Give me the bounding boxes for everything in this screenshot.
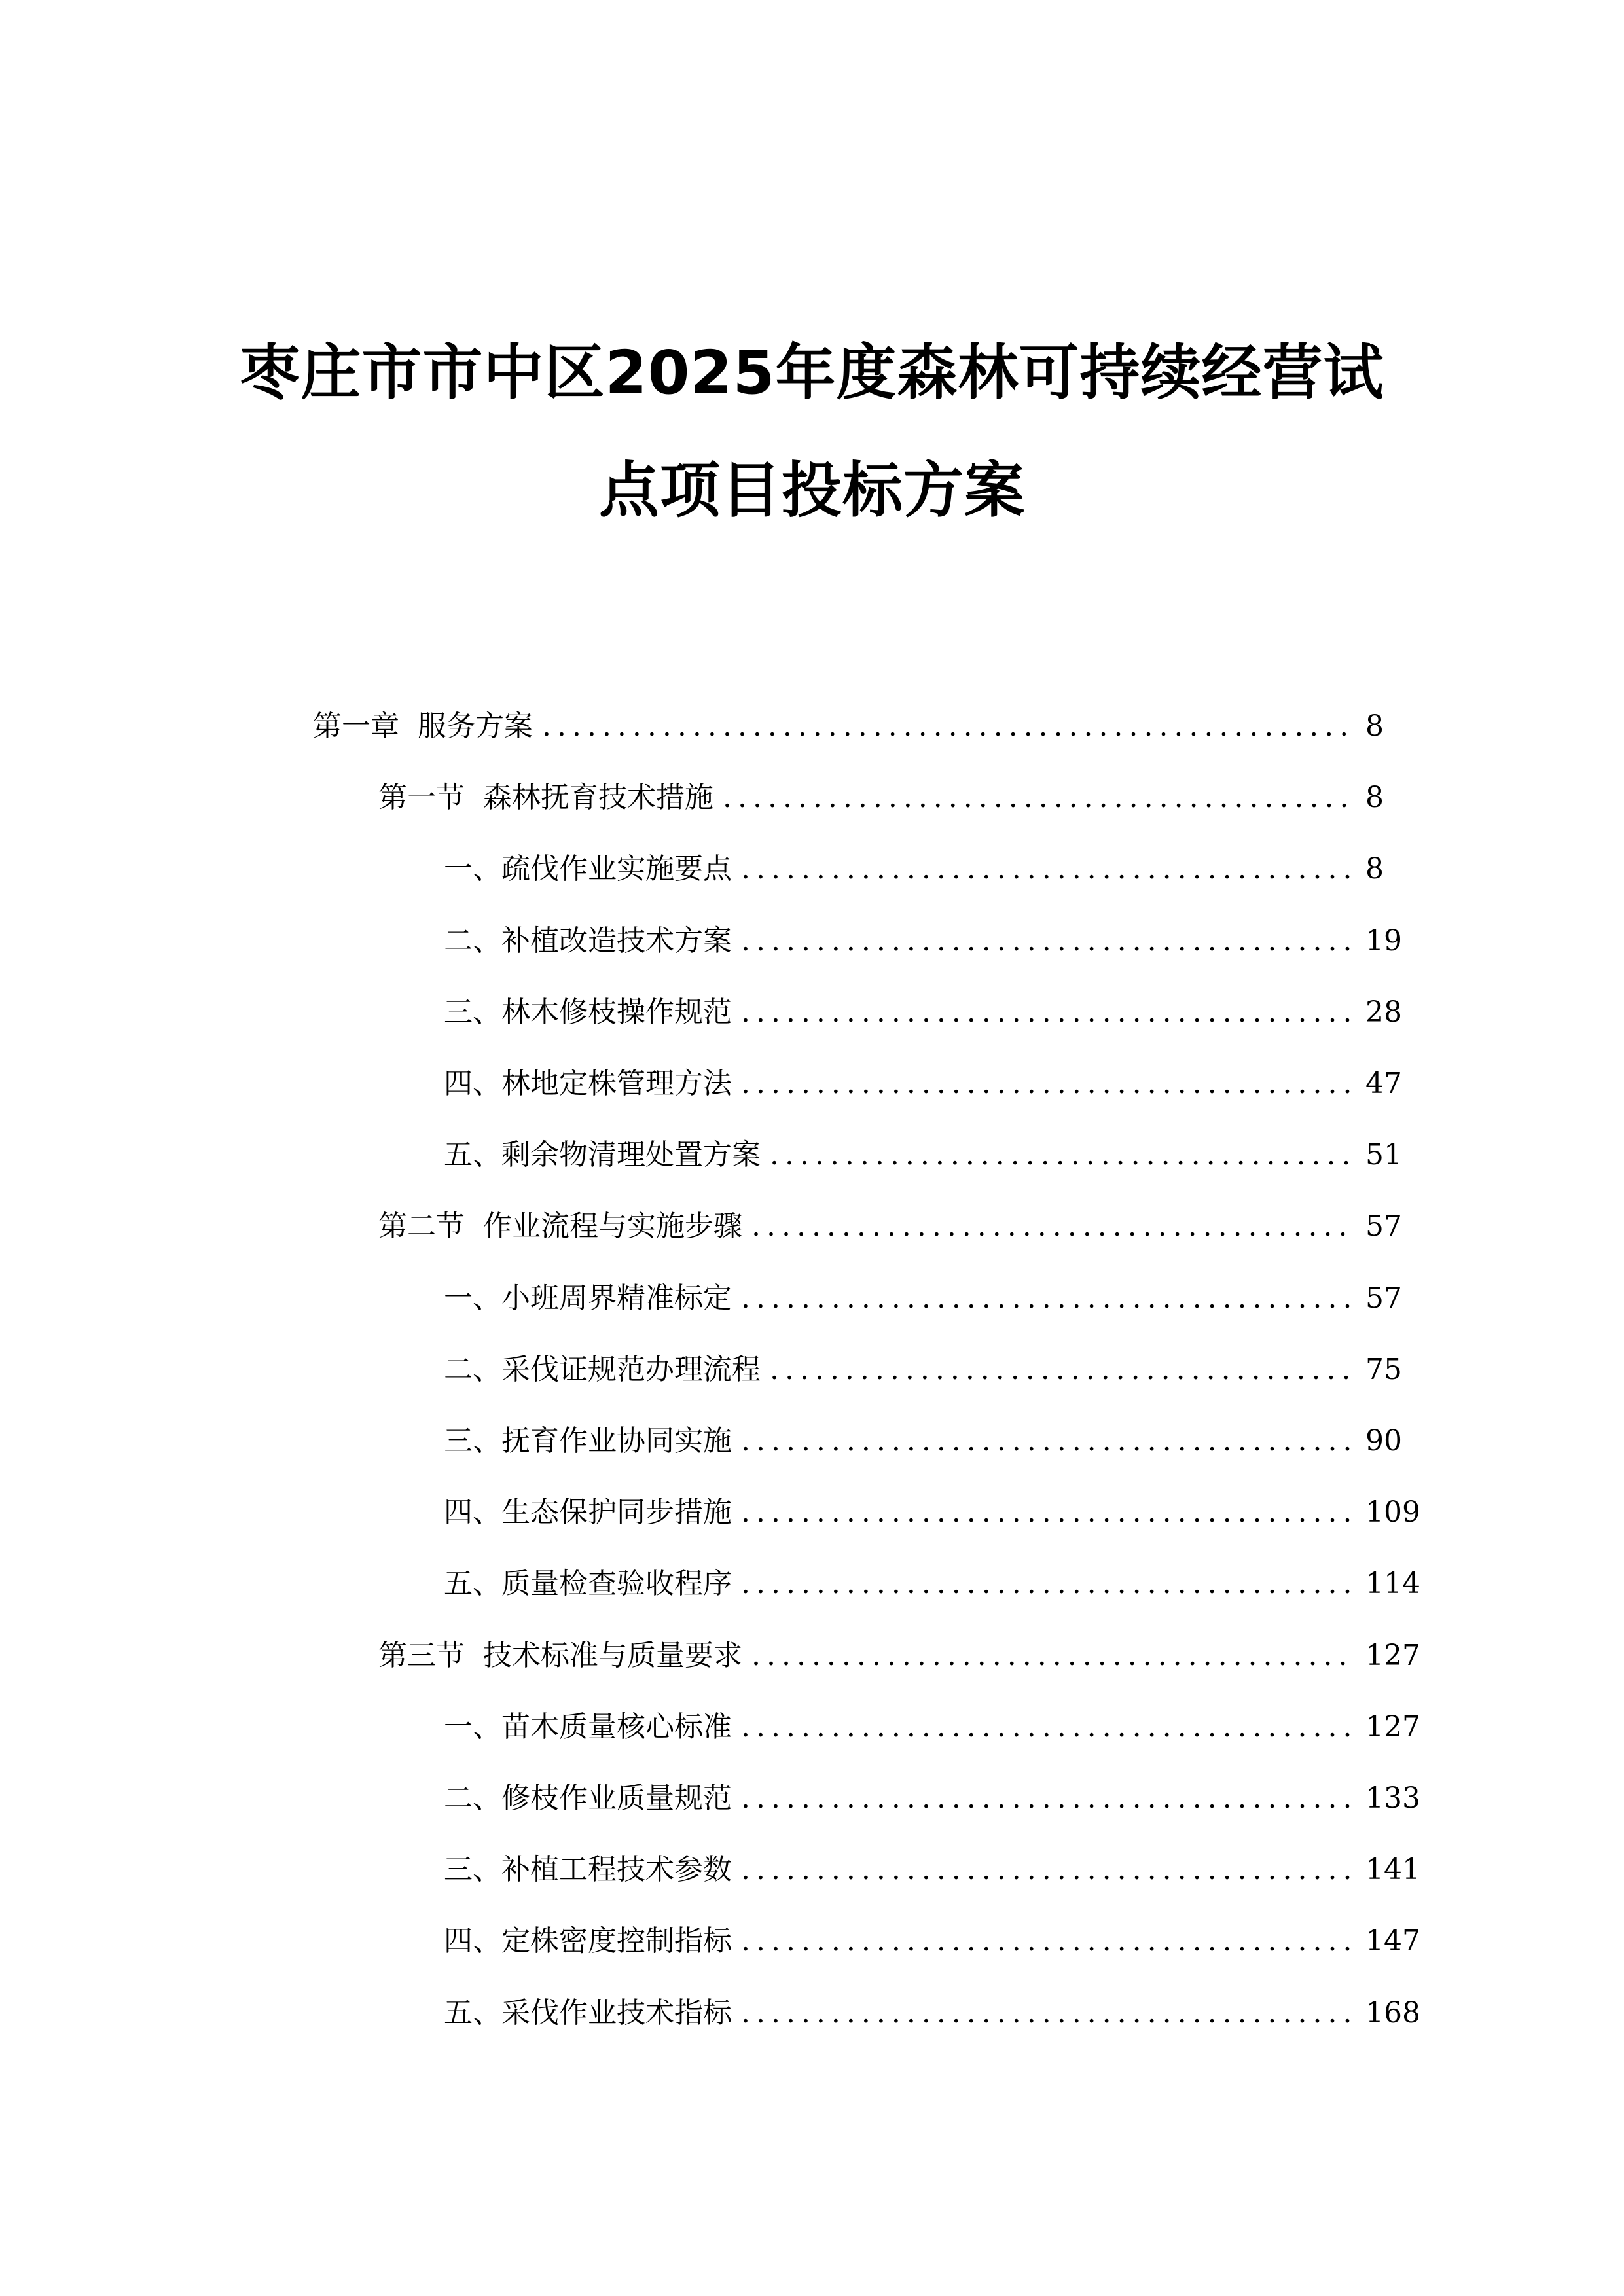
- toc-entry[interactable]: [313, 691, 1384, 762]
- toc-entry-number: 四、: [444, 1924, 501, 1958]
- toc-entry-number: 五、: [444, 1996, 501, 2030]
- toc-entry-page-number: 109: [1365, 1496, 1420, 1530]
- toc-entry-title: 林木修枝操作规范: [501, 995, 732, 1029]
- toc-entry-page-number: 90: [1365, 1424, 1402, 1458]
- toc-entry-title: 生态保护同步措施: [501, 1496, 732, 1530]
- toc-entry[interactable]: [444, 1405, 1402, 1477]
- toc-entry-page-number: 75: [1365, 1352, 1402, 1386]
- toc-entry[interactable]: [378, 1191, 1402, 1263]
- document-title-line-2: 点项目投标方案: [598, 456, 1025, 526]
- toc-entry-number: 第三节: [378, 1638, 465, 1672]
- toc-entry-number: 五、: [444, 1138, 501, 1172]
- toc-entry-number: 三、: [444, 1424, 501, 1458]
- toc-entry-number: 一、: [444, 1710, 501, 1744]
- toc-entry-page-number: 8: [1365, 781, 1384, 815]
- toc-entry[interactable]: [444, 1905, 1420, 1977]
- toc-entry-title: 疏伐作业实施要点: [501, 852, 732, 886]
- toc-entry[interactable]: [444, 833, 1384, 905]
- toc-entry-number: 二、: [444, 924, 501, 958]
- toc-dot-leader: [741, 1905, 1356, 1977]
- toc-entry-number: 五、: [444, 1567, 501, 1601]
- toc-entry-title: 定株密度控制指标: [501, 1924, 732, 1958]
- toc-dot-leader: [751, 1191, 1356, 1263]
- toc-entry-page-number: 28: [1365, 995, 1402, 1029]
- toc-entry-page-number: 127: [1365, 1710, 1420, 1744]
- toc-entry-number: 四、: [444, 1496, 501, 1530]
- toc-entry-number: 第一节: [378, 781, 465, 815]
- toc-entry-title: 采伐证规范办理流程: [501, 1352, 761, 1386]
- toc-entry[interactable]: [444, 977, 1402, 1049]
- toc-entry-title: 林地定株管理方法: [501, 1067, 732, 1100]
- toc-dot-leader: [542, 691, 1356, 762]
- toc-entry-page-number: 141: [1365, 1853, 1420, 1887]
- toc-entry-page-number: 8: [1365, 852, 1384, 886]
- toc-entry-title: 修枝作业质量规范: [501, 1782, 732, 1815]
- toc-dot-leader: [741, 1977, 1356, 2049]
- toc-entry[interactable]: [444, 1834, 1420, 1906]
- toc-entry-title: 抚育作业协同实施: [501, 1424, 732, 1458]
- toc-dot-leader: [723, 762, 1356, 834]
- toc-dot-leader: [741, 1763, 1356, 1835]
- toc-entry-title: 小班周界精准标定: [501, 1281, 732, 1315]
- toc-entry-title: 采伐作业技术指标: [501, 1996, 732, 2030]
- toc-entry-title: 剩余物清理处置方案: [501, 1138, 761, 1172]
- toc-entry[interactable]: [444, 1691, 1420, 1763]
- toc-entry-number: 第一章: [313, 709, 399, 743]
- toc-entry-page-number: 133: [1365, 1782, 1420, 1815]
- toc-entry-number: 三、: [444, 1853, 501, 1887]
- toc-dot-leader: [741, 1834, 1356, 1906]
- toc-dot-leader: [770, 1334, 1356, 1406]
- toc-entry-number: 四、: [444, 1067, 501, 1100]
- toc-entry-page-number: 19: [1365, 924, 1402, 958]
- toc-entry[interactable]: [444, 1548, 1420, 1620]
- toc-entry-page-number: 57: [1365, 1210, 1402, 1244]
- toc-entry[interactable]: [444, 1334, 1402, 1406]
- toc-entry-title: 质量检查验收程序: [501, 1567, 732, 1601]
- toc-entry[interactable]: [444, 1477, 1420, 1549]
- toc-entry[interactable]: [444, 905, 1402, 977]
- toc-dot-leader: [741, 1405, 1356, 1477]
- toc-entry-page-number: 51: [1365, 1138, 1402, 1172]
- toc-dot-leader: [751, 1620, 1356, 1692]
- toc-entry[interactable]: [378, 762, 1384, 834]
- toc-entry-page-number: 168: [1365, 1996, 1420, 2030]
- toc-dot-leader: [741, 1691, 1356, 1763]
- toc-entry-title: 森林抚育技术措施: [483, 781, 713, 815]
- toc-entry-number: 二、: [444, 1782, 501, 1815]
- toc-entry-page-number: 8: [1365, 709, 1384, 743]
- toc-entry-page-number: 127: [1365, 1638, 1420, 1672]
- toc-entry[interactable]: [444, 1977, 1420, 2049]
- toc-entry-page-number: 47: [1365, 1067, 1402, 1100]
- toc-dot-leader: [770, 1119, 1356, 1191]
- toc-entry-number: 第二节: [378, 1210, 465, 1244]
- document-title-line-1: 枣庄市市中区2025年度森林可持续经营试: [240, 338, 1384, 408]
- toc-entry-title: 技术标准与质量要求: [483, 1638, 742, 1672]
- toc-entry-title: 补植工程技术参数: [501, 1853, 732, 1887]
- toc-dot-leader: [741, 977, 1356, 1049]
- toc-entry-number: 一、: [444, 1281, 501, 1315]
- toc-entry-title: 苗木质量核心标准: [501, 1710, 732, 1744]
- toc-dot-leader: [741, 1263, 1356, 1335]
- toc-entry[interactable]: [378, 1620, 1420, 1692]
- toc-dot-leader: [741, 905, 1356, 977]
- toc-entry[interactable]: [444, 1263, 1402, 1335]
- toc-dot-leader: [741, 1477, 1356, 1549]
- toc-entry-number: 一、: [444, 852, 501, 886]
- toc-entry-page-number: 57: [1365, 1281, 1402, 1315]
- toc-entry[interactable]: [444, 1048, 1402, 1120]
- toc-entry-title: 服务方案: [418, 709, 533, 743]
- toc-entry-title: 补植改造技术方案: [501, 924, 732, 958]
- toc-dot-leader: [741, 1548, 1356, 1620]
- toc-entry-title: 作业流程与实施步骤: [483, 1210, 742, 1244]
- toc-dot-leader: [741, 1048, 1356, 1120]
- toc-entry-number: 三、: [444, 995, 501, 1029]
- toc-entry[interactable]: [444, 1119, 1402, 1191]
- toc-entry-page-number: 114: [1365, 1567, 1420, 1601]
- toc-entry-number: 二、: [444, 1352, 501, 1386]
- toc-entry[interactable]: [444, 1763, 1420, 1835]
- toc-dot-leader: [741, 833, 1356, 905]
- toc-entry-page-number: 147: [1365, 1924, 1420, 1958]
